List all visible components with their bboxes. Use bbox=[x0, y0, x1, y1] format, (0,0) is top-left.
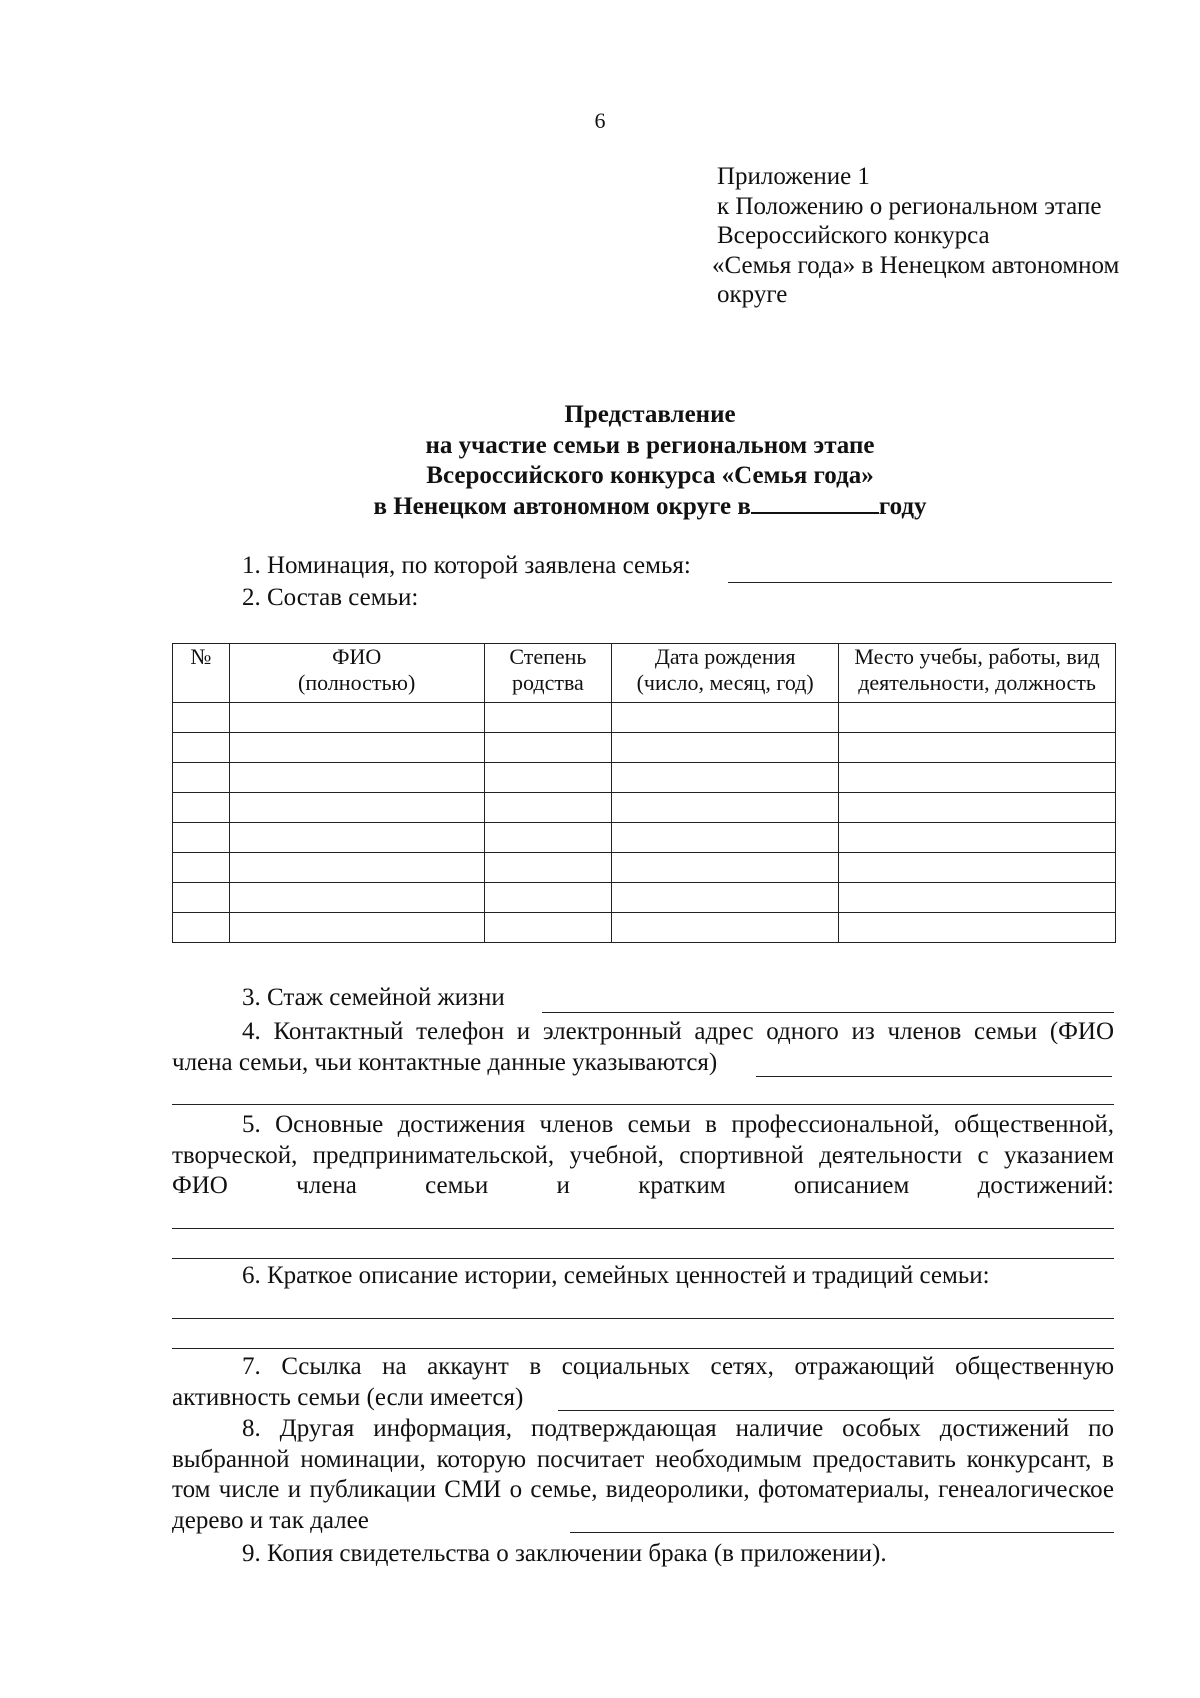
cell-relation[interactable] bbox=[484, 763, 612, 793]
item-4-paragraph bbox=[172, 1017, 1114, 1078]
cell-fio[interactable] bbox=[229, 703, 484, 733]
item-7-text: 7. Ссылка на аккаунт в социальных сетях, отражающий общественную активность семьи (если имеется) bbox=[172, 1353, 1114, 1411]
year-blank-field[interactable] bbox=[751, 492, 879, 514]
title-line: Всероссийского конкурса «Семья года» bbox=[426, 462, 874, 489]
cell-birthdate[interactable] bbox=[612, 823, 839, 853]
item-7-fill-line[interactable] bbox=[558, 1410, 1114, 1411]
item-3-label: 3. Стаж семейной жизни bbox=[242, 984, 505, 1011]
cell-birthdate[interactable] bbox=[612, 883, 839, 913]
title-year-suffix: году bbox=[878, 492, 927, 520]
cell-fio[interactable] bbox=[229, 853, 484, 883]
title-line: на участие семьи в региональном этапе bbox=[425, 431, 875, 459]
item-9-label: 9. Копия свидетельства о заключении брака (в приложении). bbox=[242, 1540, 887, 1567]
cell-birthdate[interactable] bbox=[612, 763, 839, 793]
cell-relation[interactable] bbox=[484, 733, 612, 763]
col-header-workplace: Место учебы, работы, вид деятельности, должность bbox=[839, 644, 1116, 703]
cell-number[interactable] bbox=[173, 883, 230, 913]
item-1-fill-line[interactable] bbox=[728, 582, 1112, 583]
item-4-fill-line[interactable] bbox=[756, 1076, 1112, 1077]
item-8-text: 8. Другая информация, подтверждающая наличие особых достижений по выбранной номинации, которую посчитает необходимым предоставить конкурсант, в том числе и публикации СМИ о семье, видеоролики, фотоматериалы, генеалогическое дерево и так далее bbox=[172, 1415, 1114, 1534]
cell-workplace[interactable] bbox=[839, 703, 1116, 733]
cell-fio[interactable] bbox=[229, 823, 484, 853]
cell-workplace[interactable] bbox=[839, 823, 1116, 853]
cell-relation[interactable] bbox=[484, 883, 612, 913]
item-6-label: 6. Краткое описание истории, семейных ценностей и традиций семьи: bbox=[242, 1262, 990, 1289]
col-header-relation: Степень родства bbox=[484, 644, 612, 703]
table-row bbox=[173, 913, 1116, 943]
cell-birthdate[interactable] bbox=[612, 703, 839, 733]
cell-workplace[interactable] bbox=[839, 763, 1116, 793]
item-8-fill-line[interactable] bbox=[570, 1532, 1114, 1533]
cell-birthdate[interactable] bbox=[612, 853, 839, 883]
cell-number[interactable] bbox=[173, 853, 230, 883]
item-7-paragraph bbox=[172, 1352, 1114, 1413]
appendix-line: округе bbox=[717, 281, 788, 308]
title-year-prefix: в Ненецком автономном округе в bbox=[373, 492, 751, 520]
item-6-fill-line-1[interactable] bbox=[172, 1318, 1114, 1319]
item-4-fill-line-2[interactable] bbox=[172, 1104, 1114, 1105]
cell-relation[interactable] bbox=[484, 793, 612, 823]
table-row bbox=[173, 883, 1116, 913]
col-header-fio: ФИО (полностью) bbox=[229, 644, 484, 703]
appendix-line: Всероссийского конкурса bbox=[717, 222, 990, 249]
item-2-label: 2. Состав семьи: bbox=[242, 584, 419, 611]
item-3-fill-line[interactable] bbox=[542, 1012, 1114, 1013]
cell-workplace[interactable] bbox=[839, 883, 1116, 913]
cell-fio[interactable] bbox=[229, 883, 484, 913]
col-header-birthdate: Дата рождения (число, месяц, год) bbox=[612, 644, 839, 703]
cell-number[interactable] bbox=[173, 823, 230, 853]
cell-birthdate[interactable] bbox=[612, 793, 839, 823]
table-body bbox=[173, 703, 1116, 943]
cell-number[interactable] bbox=[173, 763, 230, 793]
table-row bbox=[173, 763, 1116, 793]
cell-number[interactable] bbox=[173, 733, 230, 763]
cell-fio[interactable] bbox=[229, 793, 484, 823]
item-4-text: 4. Контактный телефон и электронный адрес одного из членов семьи (ФИО члена семьи, чьи контактные данные указываются) bbox=[172, 1018, 1114, 1076]
cell-workplace[interactable] bbox=[839, 793, 1116, 823]
item-5-fill-line-2[interactable] bbox=[172, 1258, 1114, 1259]
document-title bbox=[0, 400, 1200, 522]
appendix-note bbox=[712, 162, 1120, 310]
item-6-fill-line-2[interactable] bbox=[172, 1348, 1114, 1349]
table-row bbox=[173, 703, 1116, 733]
cell-relation[interactable] bbox=[484, 853, 612, 883]
family-table bbox=[172, 643, 1116, 943]
item-5-paragraph bbox=[172, 1110, 1114, 1202]
table-row bbox=[173, 823, 1116, 853]
item-1-label: 1. Номинация, по которой заявлена семья: bbox=[242, 552, 691, 579]
table-row bbox=[173, 853, 1116, 883]
cell-workplace[interactable] bbox=[839, 913, 1116, 943]
cell-fio[interactable] bbox=[229, 763, 484, 793]
cell-relation[interactable] bbox=[484, 913, 612, 943]
cell-relation[interactable] bbox=[484, 823, 612, 853]
page-number: 6 bbox=[594, 108, 606, 133]
cell-number[interactable] bbox=[173, 703, 230, 733]
cell-birthdate[interactable] bbox=[612, 733, 839, 763]
cell-number[interactable] bbox=[173, 793, 230, 823]
cell-fio[interactable] bbox=[229, 733, 484, 763]
item-8-paragraph bbox=[172, 1414, 1114, 1536]
table-row bbox=[173, 793, 1116, 823]
item-5-fill-line-1[interactable] bbox=[172, 1228, 1114, 1229]
appendix-line: к Положению о региональном этапе bbox=[717, 192, 1102, 220]
cell-relation[interactable] bbox=[484, 703, 612, 733]
table-row bbox=[173, 733, 1116, 763]
appendix-line: Приложение 1 bbox=[717, 163, 870, 190]
item-5-text: 5. Основные достижения членов семьи в профессиональной, общественной, творческой, предпринимательской, учебной, спортивной деятельности с указанием ФИО члена семьи и кратким описанием достижений: bbox=[172, 1111, 1114, 1199]
cell-fio[interactable] bbox=[229, 913, 484, 943]
appendix-line: «Семья года» в Ненецком автономном bbox=[712, 251, 1120, 279]
item-1-row bbox=[242, 552, 691, 580]
cell-birthdate[interactable] bbox=[612, 913, 839, 943]
cell-number[interactable] bbox=[173, 913, 230, 943]
cell-workplace[interactable] bbox=[839, 853, 1116, 883]
title-line: Представление bbox=[564, 401, 736, 428]
table-header-row bbox=[173, 644, 1116, 703]
col-header-number: № bbox=[173, 644, 230, 703]
title-line bbox=[0, 492, 1200, 523]
cell-workplace[interactable] bbox=[839, 733, 1116, 763]
